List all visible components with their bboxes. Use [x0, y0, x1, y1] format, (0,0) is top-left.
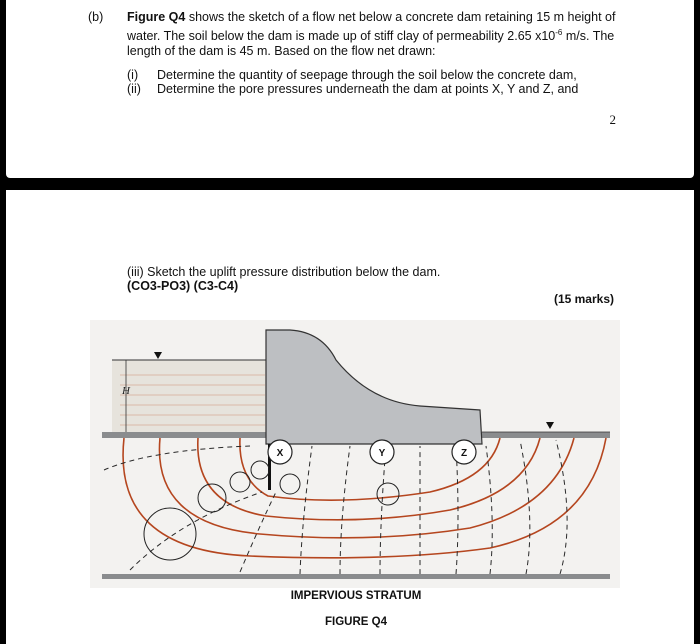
permeability-exponent: -6 [555, 28, 563, 37]
course-codes: (CO3-PO3) (C3-C4) [127, 279, 239, 293]
point-z [452, 440, 476, 464]
part-iii-text: (iii) Sketch the uplift pressure distribution below the dam. [127, 265, 441, 279]
sub-question [127, 82, 647, 96]
sub-question-number: (ii) [127, 82, 141, 96]
sub-question-number: (i) [127, 68, 139, 82]
intro-text: shows the sketch of a flow net below a concrete dam retaining 15 m height of water. The soil below the dam is made up of stiff clay of permeability 2.65 x10 [127, 10, 616, 44]
flow-net-figure [90, 320, 620, 588]
page-bottom [6, 190, 694, 644]
sub-question-text: Determine the quantity of seepage through the soil below the concrete dam, [157, 68, 577, 82]
question-part-iii [127, 265, 440, 293]
question-intro [127, 10, 627, 59]
part-label: (b) [88, 10, 104, 24]
page-number: 2 [609, 112, 616, 127]
sub-question-list [127, 68, 647, 96]
figure-reference: Figure Q4 [127, 10, 186, 24]
intro-tail: m/s. The length of the dam is 45 m. Based on the flow net drawn: [127, 29, 615, 59]
point-z-label: Z [460, 448, 468, 459]
figure-caption: FIGURE Q4 [325, 616, 387, 628]
point-y [370, 440, 394, 464]
point-x-label: X [276, 448, 284, 459]
impervious-stratum-layer [102, 574, 610, 579]
page-top [6, 0, 694, 178]
point-y-label: Y [378, 448, 386, 459]
point-x [268, 440, 292, 464]
sub-question-text: Determine the pore pressures underneath the dam at points X, Y and Z, and [157, 82, 579, 96]
marks-label: (15 marks) [553, 292, 614, 306]
head-label: H [122, 385, 130, 397]
stratum-label: IMPERVIOUS STRATUM [290, 590, 422, 602]
sub-question [127, 68, 647, 82]
